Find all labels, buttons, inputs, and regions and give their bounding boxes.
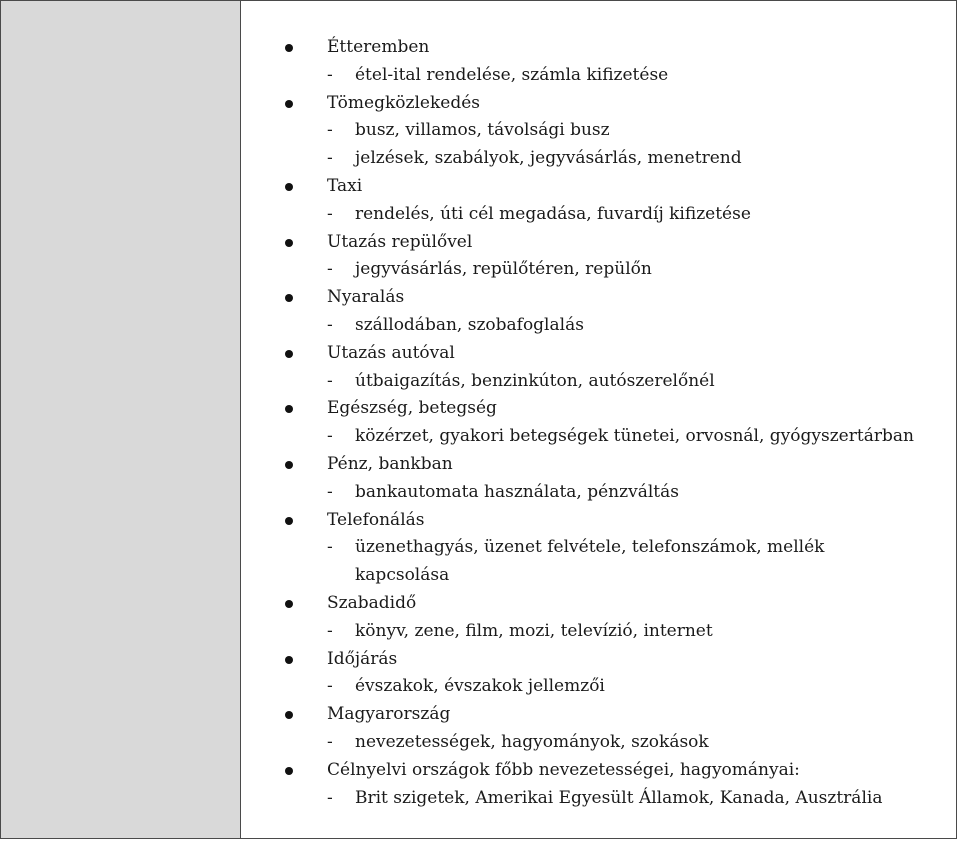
dash-marker: -	[327, 314, 333, 335]
topic-title: Egészség, betegség	[327, 398, 497, 419]
topic-title: Utazás repülővel	[327, 231, 473, 252]
topic-detail	[241, 145, 914, 173]
bullet-icon	[285, 517, 293, 525]
topic-title: Utazás autóval	[327, 342, 455, 363]
bullet-icon	[285, 44, 293, 52]
dash-marker: -	[327, 787, 333, 808]
bullet-icon	[285, 461, 293, 469]
dash-marker: -	[327, 370, 333, 391]
bullet-icon	[285, 350, 293, 358]
bullet-icon	[285, 711, 293, 719]
dash-marker: -	[327, 426, 333, 447]
dash-marker: -	[327, 481, 333, 502]
topic-item	[241, 229, 914, 257]
topic-title: Szabadidő	[327, 592, 417, 613]
topic-detail	[241, 534, 914, 562]
detail-text: busz, villamos, távolsági busz	[355, 120, 610, 141]
bullet-icon	[285, 405, 293, 413]
topic-detail	[241, 785, 914, 813]
topic-detail	[241, 312, 914, 340]
topic-title: Célnyelvi országok főbb nevezetességei, hagyományai:	[327, 759, 800, 780]
topic-title: Magyarország	[327, 704, 451, 725]
topic-item	[241, 90, 914, 118]
bullet-icon	[285, 100, 293, 108]
topic-item	[241, 340, 914, 368]
topic-title: Taxi	[327, 175, 363, 196]
detail-text: Brit szigetek, Amerikai Egyesült Államok, Kanada, Ausztrália	[355, 787, 883, 808]
topic-item	[241, 451, 914, 479]
topic-detail	[241, 368, 914, 396]
topic-title: Étteremben	[327, 37, 430, 57]
topic-item	[241, 590, 914, 618]
topic-detail-continuation	[241, 562, 914, 590]
topic-item	[241, 646, 914, 674]
topic-item	[241, 395, 914, 423]
dash-marker: -	[327, 120, 333, 141]
topic-item	[241, 34, 914, 62]
bullet-icon	[285, 767, 293, 775]
topic-detail	[241, 423, 914, 451]
bullet-icon	[285, 183, 293, 191]
shaded-side-cell	[1, 1, 241, 838]
topic-detail	[241, 479, 914, 507]
topic-title: Telefonálás	[327, 509, 425, 530]
content-cell	[241, 1, 956, 838]
topic-detail	[241, 62, 914, 90]
topic-title: Tömegközlekedés	[327, 92, 480, 113]
detail-text: könyv, zene, film, mozi, televízió, internet	[355, 620, 713, 641]
detail-text: közérzet, gyakori betegségek tünetei, orvosnál, gyógyszertárban	[355, 426, 914, 447]
topic-list	[241, 34, 914, 812]
detail-text: üzenethagyás, üzenet felvétele, telefonszámok, mellék	[355, 537, 825, 558]
detail-text: útbaigazítás, benzinkúton, autószerelőnél	[355, 370, 715, 391]
topic-item	[241, 284, 914, 312]
topic-detail	[241, 618, 914, 646]
bullet-icon	[285, 600, 293, 608]
dash-marker: -	[327, 148, 333, 169]
dash-marker: -	[327, 676, 333, 697]
bullet-icon	[285, 656, 293, 664]
topic-title: Pénz, bankban	[327, 453, 453, 474]
detail-text: kapcsolása	[355, 565, 450, 586]
detail-text: rendelés, úti cél megadása, fuvardíj kifizetése	[355, 203, 751, 224]
topic-item	[241, 757, 914, 785]
topic-item	[241, 507, 914, 535]
topic-title: Időjárás	[327, 648, 398, 669]
detail-text: nevezetességek, hagyományok, szokások	[355, 731, 709, 752]
bullet-icon	[285, 294, 293, 302]
dash-marker: -	[327, 731, 333, 752]
topic-detail	[241, 117, 914, 145]
dash-marker: -	[327, 64, 333, 85]
bullet-icon	[285, 239, 293, 247]
topic-detail	[241, 201, 914, 229]
detail-text: jelzések, szabályok, jegyvásárlás, menetrend	[355, 148, 742, 169]
dash-marker: -	[327, 203, 333, 224]
detail-text: szállodában, szobafoglalás	[355, 314, 584, 335]
topic-detail	[241, 673, 914, 701]
dash-marker: -	[327, 537, 333, 558]
dash-marker: -	[327, 259, 333, 280]
topic-item	[241, 701, 914, 729]
detail-text: bankautomata használata, pénzváltás	[355, 481, 679, 502]
detail-text: étel-ital rendelése, számla kifizetése	[355, 64, 669, 85]
detail-text: évszakok, évszakok jellemzői	[355, 676, 605, 697]
dash-marker: -	[327, 620, 333, 641]
topic-detail	[241, 256, 914, 284]
topic-detail	[241, 729, 914, 757]
topic-title: Nyaralás	[327, 287, 405, 308]
topic-item	[241, 173, 914, 201]
detail-text: jegyvásárlás, repülőtéren, repülőn	[355, 259, 652, 280]
